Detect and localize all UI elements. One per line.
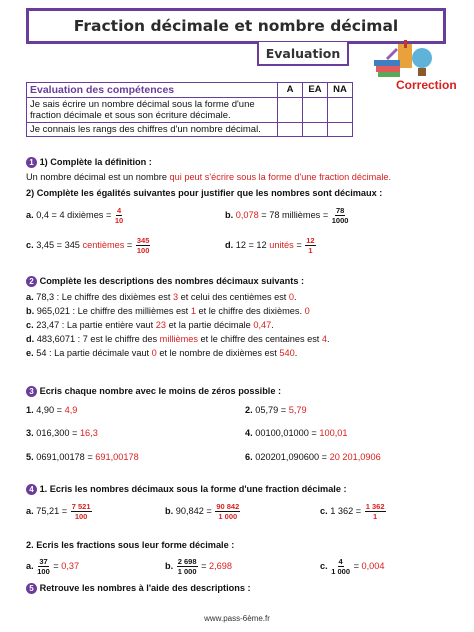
label: c. bbox=[320, 505, 328, 516]
numerator: 1 362 bbox=[365, 502, 385, 511]
title-text: Fraction décimale et nombre décimal bbox=[73, 17, 399, 35]
text: et le chiffre des dixièmes. bbox=[198, 306, 302, 316]
fraction bbox=[215, 502, 240, 521]
ex4-p2: a. $\frac{37}{100}$ = 0,37 bbox=[26, 557, 80, 576]
numerator: 78 bbox=[335, 206, 345, 215]
answer: 0 bbox=[151, 348, 157, 358]
label: c. bbox=[26, 239, 34, 250]
check-cell[interactable] bbox=[278, 123, 303, 137]
q-text: 1) Complète la définition : bbox=[39, 157, 152, 167]
text: et le nombre de dixièmes est bbox=[159, 348, 277, 358]
q-text: Complète les descriptions des nombres décimaux suivants : bbox=[39, 276, 305, 286]
ex1-c bbox=[26, 236, 151, 255]
label: c. bbox=[320, 560, 328, 571]
label: d. bbox=[26, 334, 35, 344]
numerator: 12 bbox=[306, 236, 315, 245]
ex3-item bbox=[26, 428, 98, 439]
label: b. bbox=[26, 306, 35, 316]
def-text: Un nombre décimal est un nombre bbox=[26, 172, 167, 182]
answer: 4,9 bbox=[64, 405, 78, 415]
ex1-a bbox=[26, 206, 124, 225]
answer: 0,078 bbox=[235, 209, 259, 220]
competence-row: Je sais écrire un nombre décimal sous la forme d'une fraction décimale et sous son écriture décimale. bbox=[27, 98, 278, 123]
ex4-p1 bbox=[165, 502, 241, 521]
q-text: Ecris chaque nombre avec le moins de zéros possible : bbox=[39, 386, 282, 396]
label: e. bbox=[26, 348, 34, 358]
text: 0691,00178 = bbox=[36, 452, 93, 462]
ex2-q bbox=[26, 276, 304, 287]
text: 75,21 = bbox=[36, 505, 68, 516]
text: 020201,090600 = bbox=[255, 452, 328, 462]
text: 483,6071 : 7 est le chiffre des bbox=[36, 334, 158, 344]
text: . bbox=[327, 334, 330, 344]
denominator: 1 000 bbox=[218, 512, 238, 521]
text: 05,79 = bbox=[255, 405, 287, 415]
answer: 0,37 bbox=[61, 560, 80, 571]
answer: unités bbox=[269, 239, 294, 250]
text: 78,3 : Le chiffre des dixièmes est bbox=[36, 292, 171, 302]
numerator: 37 bbox=[39, 557, 48, 566]
exercise-number: 2 bbox=[26, 276, 37, 287]
ex2-item bbox=[26, 348, 297, 359]
denominator: 100 bbox=[74, 512, 88, 521]
numerator: 90 842 bbox=[216, 502, 240, 511]
answer: 5,79 bbox=[288, 405, 307, 415]
numerator: 2 698 bbox=[177, 557, 197, 566]
text: 0,4 = 4 dixièmes = bbox=[36, 209, 112, 220]
denominator: 100 bbox=[37, 567, 50, 576]
ex1-d bbox=[225, 236, 317, 255]
ex2-item bbox=[26, 292, 297, 303]
ex3-item bbox=[26, 452, 139, 463]
label: 1. bbox=[26, 405, 34, 415]
check-cell[interactable] bbox=[328, 98, 353, 123]
text: 4,90 = bbox=[36, 405, 63, 415]
answer: 2,698 bbox=[209, 560, 232, 571]
evaluation-badge bbox=[257, 42, 349, 66]
correction-label: Correction bbox=[396, 78, 457, 92]
fraction bbox=[71, 502, 92, 521]
label: a. bbox=[26, 292, 34, 302]
competences-table bbox=[26, 82, 353, 137]
text: et le chiffre des centaines est bbox=[200, 334, 320, 344]
fraction bbox=[305, 236, 315, 255]
answer: 0 bbox=[288, 292, 295, 302]
label: b. bbox=[165, 505, 174, 516]
ex2-item bbox=[26, 320, 274, 331]
label: 6. bbox=[245, 452, 253, 462]
fraction bbox=[177, 557, 198, 576]
text: 12 = 12 bbox=[235, 239, 267, 250]
answer: 20 201,0906 bbox=[329, 452, 381, 462]
text: . bbox=[294, 292, 297, 302]
check-cell[interactable] bbox=[303, 98, 328, 123]
ex4-p1 bbox=[26, 502, 93, 521]
text: . bbox=[271, 320, 274, 330]
answer: 4 bbox=[321, 334, 328, 344]
competences-header: Evaluation des compétences bbox=[27, 83, 278, 98]
numerator: 4 bbox=[116, 206, 122, 215]
label: 3. bbox=[26, 428, 34, 438]
denominator: 100 bbox=[136, 246, 150, 255]
text: 016,300 = bbox=[36, 428, 78, 438]
footer-url: www.pass-6ème.fr bbox=[204, 614, 270, 623]
ex4-q1 bbox=[26, 484, 347, 495]
label: 5. bbox=[26, 452, 34, 462]
answer: 0,004 bbox=[361, 560, 385, 571]
check-cell[interactable] bbox=[303, 123, 328, 137]
badge-text: Evaluation bbox=[265, 45, 341, 61]
fraction bbox=[115, 206, 123, 225]
ex2-item bbox=[26, 306, 310, 317]
ex4-p1 bbox=[320, 502, 387, 521]
denominator: 1 bbox=[373, 512, 378, 521]
text: 1 362 = bbox=[330, 505, 362, 516]
answer: centièmes bbox=[82, 239, 125, 250]
ex2-item bbox=[26, 334, 330, 345]
numerator: 4 bbox=[338, 557, 343, 566]
ex1-b bbox=[225, 206, 349, 225]
col-ea: EA bbox=[303, 83, 328, 98]
text: 23,47 : La partie entière vaut bbox=[36, 320, 154, 330]
q-text: Retrouve les nombres à l'aide des descriptions : bbox=[39, 583, 251, 593]
ex3-item bbox=[245, 405, 307, 416]
exercise-number: 1 bbox=[26, 157, 37, 168]
denominator: 1000 bbox=[331, 216, 349, 225]
numerator: 345 bbox=[136, 236, 150, 245]
exercise-number: 5 bbox=[26, 583, 37, 594]
text: 00100,01000 = bbox=[255, 428, 317, 438]
school-supplies-icon bbox=[368, 38, 436, 78]
ex3-q bbox=[26, 386, 281, 397]
fraction bbox=[136, 236, 151, 255]
equals: = bbox=[296, 239, 302, 250]
text: 54 : La partie décimale vaut bbox=[36, 348, 150, 358]
answer: 16,3 bbox=[79, 428, 98, 438]
denominator: 1 bbox=[308, 246, 313, 255]
exercise-number: 4 bbox=[26, 484, 37, 495]
ex5-q bbox=[26, 583, 251, 594]
denominator: 10 bbox=[114, 216, 124, 225]
label: a. bbox=[26, 209, 34, 220]
text: = 78 millièmes = bbox=[261, 209, 329, 220]
answer: 23 bbox=[155, 320, 166, 330]
col-na: NA bbox=[328, 83, 353, 98]
def-answer: qui peut s'écrire sous la forme d'une fraction décimale. bbox=[169, 172, 392, 182]
label: 2. bbox=[245, 405, 253, 415]
equals: = bbox=[126, 239, 133, 250]
ex3-item bbox=[245, 428, 347, 439]
label: d. bbox=[225, 239, 234, 250]
ex4-p2: c. $\frac{4}{1 000}$ = 0,004 bbox=[320, 557, 385, 576]
label: 4. bbox=[245, 428, 253, 438]
label: b. bbox=[225, 209, 234, 220]
text: et la partie décimale bbox=[168, 320, 251, 330]
text: 965,021 : Le chiffre des millièmes est bbox=[36, 306, 189, 316]
ex3-item bbox=[26, 405, 77, 416]
check-cell[interactable] bbox=[278, 98, 303, 123]
ex3-item bbox=[245, 452, 381, 463]
label: b. bbox=[165, 560, 174, 571]
text: et celui des centièmes est bbox=[180, 292, 287, 302]
answer: 691,00178 bbox=[95, 452, 139, 462]
col-a: A bbox=[278, 83, 303, 98]
competence-row: Je connais les rangs des chiffres d'un nombre décimal. bbox=[27, 123, 278, 137]
check-cell[interactable] bbox=[328, 123, 353, 137]
text: 90,842 = bbox=[175, 505, 212, 516]
numerator: 7 521 bbox=[71, 502, 91, 511]
ex1-q1 bbox=[26, 157, 152, 168]
fraction bbox=[37, 557, 50, 576]
answer: millièmes bbox=[159, 334, 198, 344]
denominator: 1 000 bbox=[177, 567, 197, 576]
answer: 1 bbox=[190, 306, 196, 316]
ex1-q2: 2) Complète les égalités suivantes pour justifier que les nombres sont décimaux : bbox=[26, 188, 383, 198]
fraction bbox=[365, 502, 386, 521]
label: a. bbox=[26, 505, 34, 516]
ex4-p2: b. $\frac{2 698}{1 000}$ = 2,698 bbox=[165, 557, 232, 576]
answer: 540 bbox=[279, 348, 295, 358]
answer: 0 bbox=[304, 306, 310, 316]
label: a. bbox=[26, 560, 34, 571]
text: 3,45 = 345 bbox=[36, 239, 80, 250]
answer: 100,01 bbox=[319, 428, 348, 438]
fraction bbox=[331, 557, 350, 576]
q-text: 1. Ecris les nombres décimaux sous la forme d'une fraction décimale : bbox=[39, 484, 347, 494]
answer: 0,47 bbox=[253, 320, 272, 330]
exercise-number: 3 bbox=[26, 386, 37, 397]
answer: 3 bbox=[172, 292, 179, 302]
ex4-q2: 2. Ecris les fractions sous leur forme décimale : bbox=[26, 540, 235, 550]
fraction bbox=[332, 206, 349, 225]
label: c. bbox=[26, 320, 34, 330]
text: . bbox=[294, 348, 298, 358]
ex1-definition bbox=[26, 172, 391, 183]
denominator: 1 000 bbox=[331, 567, 351, 576]
